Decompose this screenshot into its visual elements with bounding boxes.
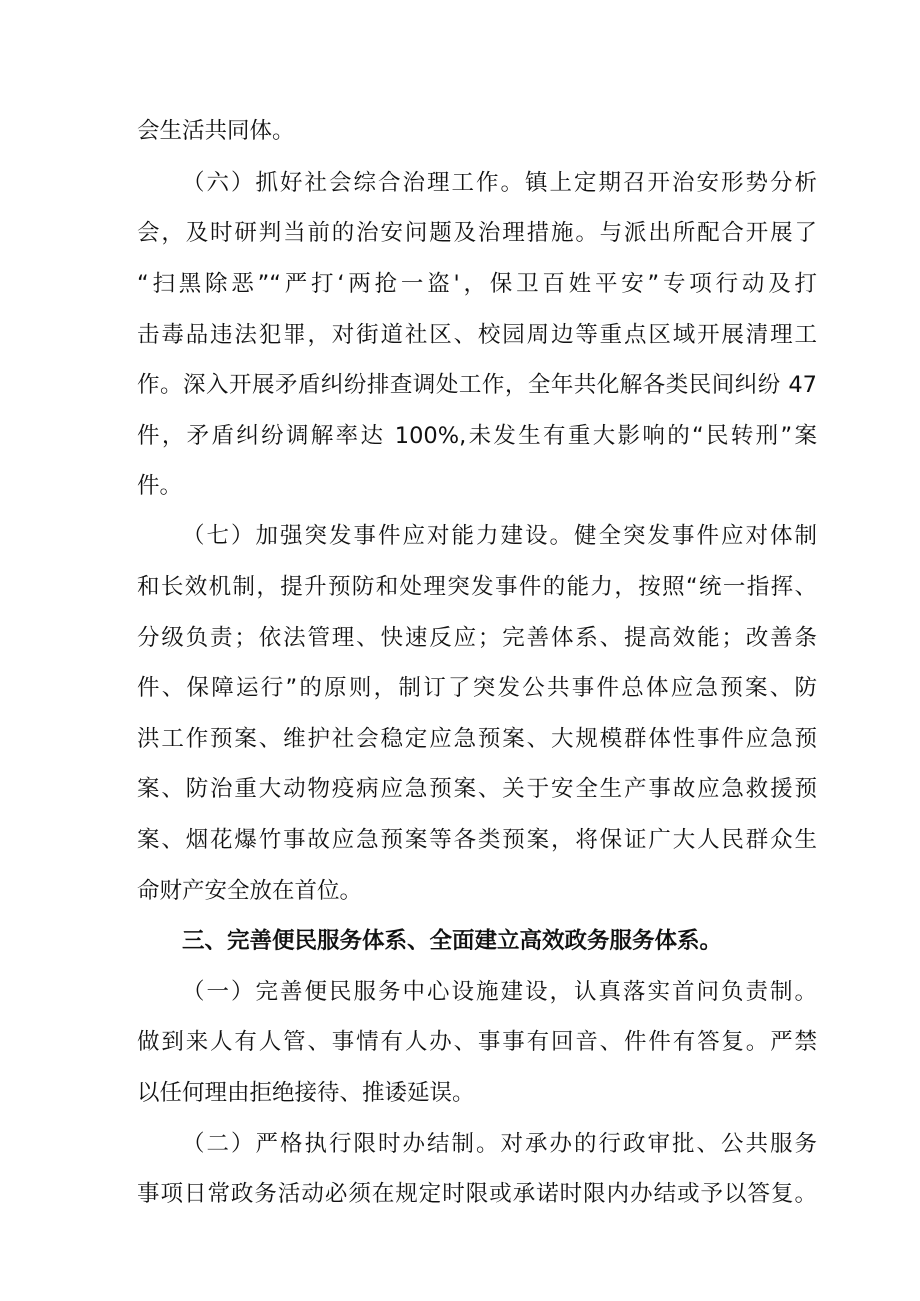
paragraph-line: 案、烟花爆竹事故应急预案等各类预案，将保证广大人民群众生 — [137, 827, 817, 853]
paragraph-line: 件、保障运行”的原则，制订了突发公共事件总体应急预案、防 — [137, 675, 817, 701]
paragraph-line: 做到来人有人管、事情有人办、事事有回音、件件有答复。严禁 — [137, 1029, 817, 1055]
paragraph-line: 击毒品违法犯罪，对街道社区、校园周边等重点区域开展清理工 — [137, 322, 817, 348]
paragraph-line: 分级负责；依法管理、快速反应；完善体系、提高效能；改善条 — [137, 625, 817, 651]
paragraph-line: 件，矛盾纠纷调解率达 100%,未发生有重大影响的“民转刑”案 — [137, 423, 817, 449]
paragraph-line: 以任何理由拒绝接待、推诿延误。 — [137, 1080, 475, 1106]
paragraph-line: 会，及时研判当前的治安问题及治理措施。与派出所配合开展了 — [137, 220, 817, 246]
section-heading: 三、完善便民服务体系、全面建立高效政务服务体系。 — [182, 928, 723, 954]
paragraph-line: 洪工作预案、维护社会稳定应急预案、大规模群体性事件应急预 — [137, 726, 817, 752]
paragraph-line: （一）完善便民服务中心设施建设，认真落实首问负责制。 — [182, 979, 817, 1005]
paragraph-line: “扫黑除恶”“严打‘两抢一盗'，保卫百姓平安”专项行动及打 — [137, 271, 817, 297]
paragraph-line: 案、防治重大动物疫病应急预案、关于安全生产事故应急救援预 — [137, 776, 817, 802]
paragraph-line: 会生活共同体。 — [137, 118, 295, 144]
paragraph-line: （七）加强突发事件应对能力建设。健全突发事件应对体制 — [182, 523, 817, 549]
paragraph-line: 件。 — [137, 473, 183, 499]
paragraph-line: 作。深入开展矛盾纠纷排查调处工作，全年共化解各类民间纠纷 47 — [137, 372, 817, 398]
paragraph-line: 命财产安全放在首位。 — [137, 878, 363, 904]
paragraph-line: 和长效机制，提升预防和处理突发事件的能力，按照“统一指挥、 — [137, 574, 817, 600]
paragraph-line: （二）严格执行限时办结制。对承办的行政审批、公共服务 — [182, 1131, 817, 1157]
paragraph-line: （六）抓好社会综合治理工作。镇上定期召开治安形势分析 — [182, 170, 817, 196]
paragraph-line: 事项日常政务活动必须在规定时限或承诺时限内办结或予以答复。 — [137, 1181, 817, 1207]
